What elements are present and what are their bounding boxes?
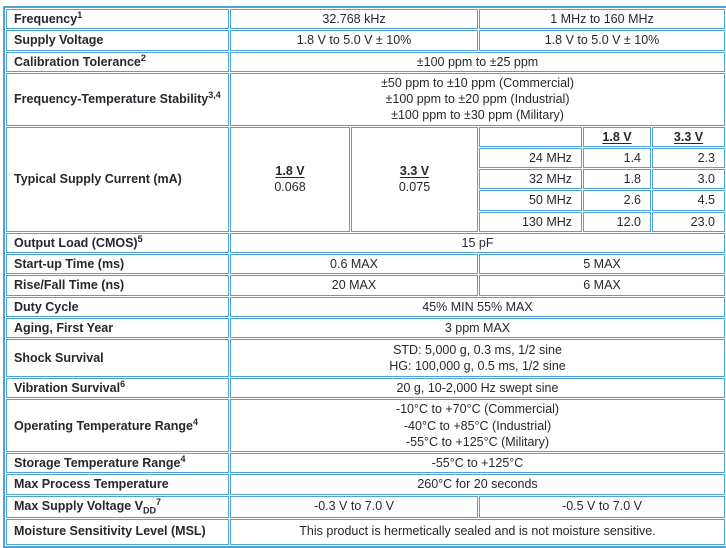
op-temp-line-military: -55°C to +125°C (Military) — [405, 434, 550, 449]
row-frequency — [6, 9, 725, 29]
row-label-max-process-temp: Max Process Temperature — [6, 474, 229, 494]
frequency-khz-value: 32.768 kHz — [230, 9, 478, 29]
row-supply-voltage — [6, 30, 725, 50]
footnote-marker: 2 — [140, 52, 146, 63]
row-label-freq-temp-stability: Frequency-Temperature Stability$^{3,4}$ — [6, 73, 229, 126]
risefall-mhz-value: 6 MAX — [479, 275, 725, 295]
startup-mhz-value: 5 MAX — [479, 254, 725, 274]
row-operating-temp-range — [6, 399, 725, 452]
row-duty-cycle — [6, 297, 725, 317]
max-supply-voltage-mhz-value: -0.5 V to 7.0 V — [479, 496, 725, 518]
subtable-24mhz-3v3: 2.3 — [652, 148, 725, 168]
row-label-frequency: Frequency$^1$ — [6, 9, 229, 29]
max-supply-voltage-khz-value: -0.3 V to 7.0 V — [230, 496, 478, 518]
voltage-header-3v3: 3.3 V — [399, 163, 430, 178]
footnote-marker: 6 — [120, 378, 126, 389]
supply-voltage-khz-value: 1.8 V to 5.0 V ± 10% — [230, 30, 478, 50]
supply-current-3v3-value: 0.075 — [398, 180, 431, 195]
subtable-32mhz-1v8: 1.8 — [583, 169, 651, 189]
row-label-duty-cycle: Duty Cycle — [6, 297, 229, 317]
subtable-50mhz-1v8: 2.6 — [583, 190, 651, 210]
oscillator-spec-table — [3, 6, 726, 548]
subtable-130mhz-1v8: 12.0 — [583, 212, 651, 232]
vdd-subscript: DD — [142, 505, 156, 516]
row-label-storage-temp-range: Storage Temperature Range$^4$ — [6, 453, 229, 473]
op-temp-line-commercial: -10°C to +70°C (Commercial) — [395, 402, 560, 417]
stability-line-commercial: ±50 ppm to ±10 ppm (Commercial) — [381, 75, 574, 90]
row-calibration-tolerance — [6, 52, 725, 72]
subtable-32mhz-3v3: 3.0 — [652, 169, 725, 189]
subtable-freq-32mhz: 32 MHz — [479, 169, 582, 189]
calibration-tolerance-value: ±100 ppm to ±25 ppm — [230, 52, 725, 72]
row-label-output-load: Output Load (CMOS)$^5$ — [6, 233, 229, 253]
footnote-marker: 4 — [180, 453, 186, 464]
footnote-marker: 4 — [192, 416, 198, 427]
aging-value: 3 ppm MAX — [230, 318, 725, 338]
startup-khz-value: 0.6 MAX — [230, 254, 478, 274]
row-typical-supply-current — [6, 127, 725, 147]
vibration-survival-value: 20 g, 10-2,000 Hz swept sine — [230, 378, 725, 398]
footnote-marker: 1 — [77, 9, 83, 20]
row-label-startup-time: Start-up Time (ms) — [6, 254, 229, 274]
storage-temp-range-value: -55°C to +125°C — [230, 453, 725, 473]
duty-cycle-value: 45% MIN 55% MAX — [230, 297, 725, 317]
row-startup-time — [6, 254, 725, 274]
row-label-calibration-tolerance: Calibration Tolerance$^2$ — [6, 52, 229, 72]
risefall-khz-value: 20 MAX — [230, 275, 478, 295]
row-aging — [6, 318, 725, 338]
footnote-marker: 7 — [155, 497, 161, 508]
row-max-supply-voltage — [6, 496, 725, 518]
subtable-130mhz-3v3: 23.0 — [652, 212, 725, 232]
subtable-header-1v8: 1.8 V — [583, 127, 651, 147]
row-label-risefall-time: Rise/Fall Time (ns) — [6, 275, 229, 295]
row-risefall-time — [6, 275, 725, 295]
row-freq-temp-stability — [6, 73, 725, 126]
row-label-max-supply-voltage: Max Supply Voltage $V_{DD}^7$ — [6, 496, 229, 518]
frequency-mhz-value: 1 MHz to 160 MHz — [479, 9, 725, 29]
freq-temp-stability-value — [230, 73, 725, 126]
stability-line-industrial: ±100 ppm to ±20 ppm (Industrial) — [385, 92, 570, 106]
supply-voltage-mhz-value: 1.8 V to 5.0 V ± 10% — [479, 30, 725, 50]
row-output-load — [6, 233, 725, 253]
supply-current-18v-khz-cell — [230, 127, 350, 232]
footnote-marker: 5 — [137, 233, 143, 244]
subtable-header-3v3: 3.3 V — [652, 127, 725, 147]
shock-survival-value — [230, 339, 725, 377]
supply-current-33v-khz-cell — [351, 127, 478, 232]
moisture-sensitivity-value: This product is hermetically sealed and is not moisture sensitive. — [230, 519, 725, 545]
subtable-corner-empty-cell — [479, 127, 582, 147]
row-vibration-survival — [6, 378, 725, 398]
output-load-value: 15 pF — [230, 233, 725, 253]
footnote-marker: 3,4 — [208, 89, 221, 100]
subtable-freq-24mhz: 24 MHz — [479, 148, 582, 168]
subtable-freq-50mhz: 50 MHz — [479, 190, 582, 210]
subtable-freq-130mhz: 130 MHz — [479, 212, 582, 232]
row-label-supply-voltage: Supply Voltage — [6, 30, 229, 50]
row-label-operating-temp-range: Operating Temperature Range$^4$ — [6, 399, 229, 452]
shock-line-hg: HG: 100,000 g, 0.5 ms, 1/2 sine — [389, 359, 566, 373]
shock-line-std: STD: 5,000 g, 0.3 ms, 1/2 sine — [393, 342, 562, 357]
row-label-typical-supply-current: Typical Supply Current (mA) — [6, 127, 229, 232]
row-max-process-temp — [6, 474, 725, 494]
operating-temp-range-value — [230, 399, 725, 452]
row-storage-temp-range — [6, 453, 725, 473]
voltage-header-1v8: 1.8 V — [275, 163, 305, 178]
max-process-temp-value: 260°C for 20 seconds — [230, 474, 725, 494]
stability-line-military: ±100 ppm to ±30 ppm (Military) — [391, 108, 564, 123]
row-moisture-sensitivity — [6, 519, 725, 545]
row-label-vibration-survival: Vibration Survival$^6$ — [6, 378, 229, 398]
row-label-aging: Aging, First Year — [6, 318, 229, 338]
subtable-50mhz-3v3: 4.5 — [652, 190, 725, 210]
op-temp-line-industrial: -40°C to +85°C (Industrial) — [403, 418, 552, 433]
row-label-moisture-sensitivity: Moisture Sensitivity Level (MSL) — [6, 519, 229, 545]
subtable-24mhz-1v8: 1.4 — [583, 148, 651, 168]
row-shock-survival — [6, 339, 725, 377]
row-label-shock-survival: Shock Survival — [6, 339, 229, 377]
supply-current-1v8-value: 0.068 — [274, 180, 306, 195]
